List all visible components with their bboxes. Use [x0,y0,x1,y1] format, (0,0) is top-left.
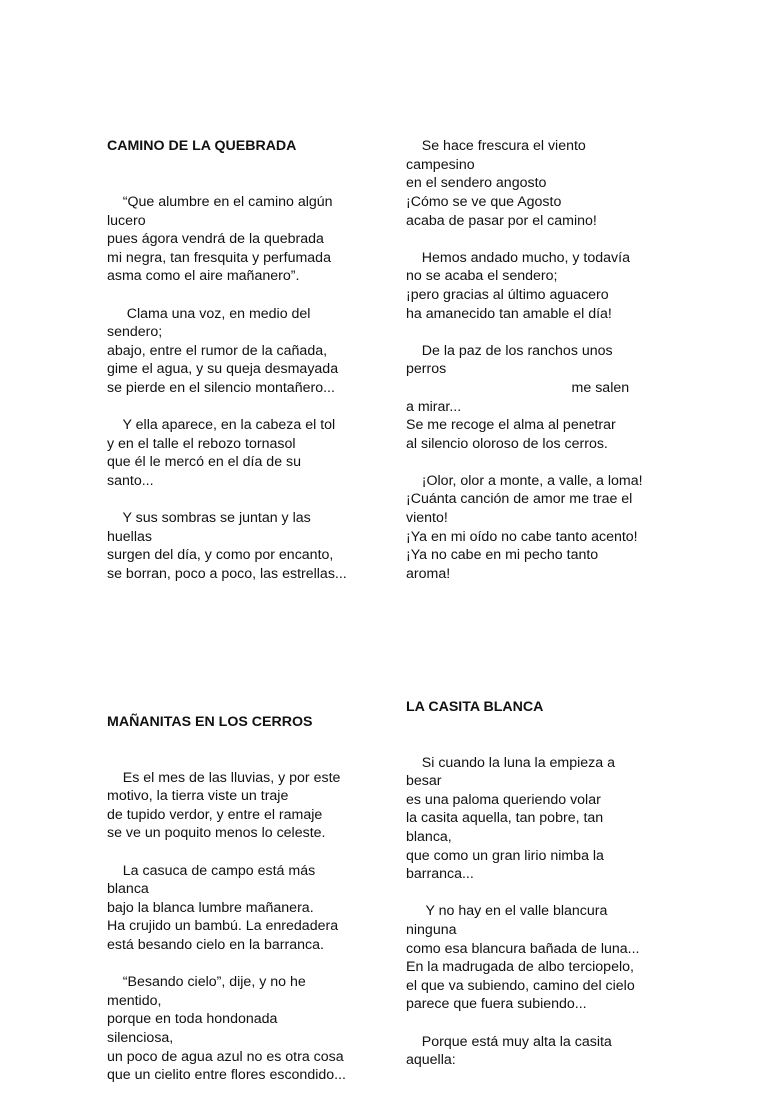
left-column [107,100,372,1103]
poem-line: el que va subiendo, camino del cielo [406,977,635,994]
poem-line: blanca [107,881,149,898]
poem-line: Se me recoge el alma al penetrar [406,417,616,434]
poem-line: que como un gran lirio nimba la [406,847,604,864]
poem-line: motivo, la tierra viste un traje [107,788,289,805]
poem-line: se pierde en el silencio montañero... [107,379,335,396]
poem-line: blanca, [406,828,452,845]
poem-body-mananitas-en-los-cerros [107,769,372,1085]
poem-line [107,398,372,417]
poem-line: ¡pero gracias al último aguacero [406,286,609,303]
poem-line: acaba de pasar por el camino! [406,212,597,229]
poem-line: se ve un poquito menos lo celeste. [107,825,326,842]
poem-line: abajo, entre el rumor de la cañada, [107,342,328,359]
poem-line: a mirar... [406,398,462,415]
poem-line: pues ágora vendrá de la quebrada [107,231,324,248]
poem-line: Y ella aparece, en la cabeza el tol [107,417,336,434]
poem-line: mi negra, tan fresquita y perfumada [107,249,331,266]
poem-line: que él le mercó en el día de su [107,454,302,471]
poem-line: Hemos andado mucho, y todavía [406,249,630,266]
poem-line: huellas [107,528,152,545]
poem-line: surgen del día, y como por encanto, [107,547,334,564]
poem-line: perros [406,361,447,378]
poem-line: parece que fuera subiendo... [406,996,587,1013]
poem-line: gime el agua, y su queja desmayada [107,361,339,378]
poem-line: está besando cielo en la barranca. [107,936,324,953]
poem-line [107,843,372,862]
poem-line: ninguna [406,921,457,938]
poem-body-la-casita-blanca [406,754,671,1070]
poem-line: ¡Ya en mi oído no cabe tanto acento! [406,528,638,545]
poem-line: Clama una voz, en medio del [107,305,311,322]
poem-line: bajo la blanca lumbre mañanera. [107,899,314,916]
poem-line [107,286,372,305]
poem-line: y en el talle el rebozo tornasol [107,435,296,452]
poem-line: silenciosa, [107,1029,174,1046]
poem-title-mananitas-en-los-cerros: MAÑANITAS EN LOS CERROS [107,713,313,730]
poem-title-camino-de-la-quebrada: CAMINO DE LA QUEBRADA [107,138,297,155]
poem-line: sendero; [107,324,163,341]
poem-line: Ha crujido un bambú. La enredadera [107,918,339,935]
poem-line: “Que alumbre en el camino algún [107,193,333,210]
poem-line: ¡Ya no cabe en mi pecho tanto [406,547,599,564]
poem-line: Es el mes de las lluvias, y por este [107,769,341,786]
poem-line: “Besando cielo”, dije, y no he [107,974,306,991]
poem-body-camino-de-la-quebrada [107,193,372,583]
poem-line: Y no hay en el valle blancura [406,903,608,920]
poem-line [107,490,372,509]
poem-line: que un cielito entre flores escondido... [107,1067,346,1084]
poem-line: no se acaba el sendero; [406,268,558,285]
poem-line: viento! [406,510,448,527]
poem-line: aroma! [406,565,451,582]
poem-body-mananitas-continued [406,137,671,583]
poem-line [406,884,671,903]
poem-line: porque en toda hondonada [107,1011,278,1028]
poem-line: En la madrugada de albo terciopelo, [406,959,634,976]
poem-line: aquella: [406,1052,456,1069]
poem-line: en el sendero angosto [406,175,547,192]
poem-line: lucero [107,212,146,229]
poem-line: es una paloma queriendo volar [406,791,601,808]
poem-line: ha amanecido tan amable el día! [406,305,612,322]
poem-line: ¡Cómo se ve que Agosto [406,193,562,210]
poem-line: se borran, poco a poco, las estrellas... [107,565,347,582]
poem-line: campesino [406,156,475,173]
poem-line: ¡Olor, olor a monte, a valle, a loma! [406,472,643,489]
poem-line: santo... [107,472,154,489]
poem-line [406,323,671,342]
poem-line: asma como el aire mañanero”. [107,268,300,285]
poem-line: Si cuando la luna la empieza a [406,754,616,771]
poem-line [406,453,671,472]
poem-line: ¡Cuánta canción de amor me trae el [406,491,633,508]
section-spacer [107,621,372,676]
poem-line: mentido, [107,992,162,1009]
poem-line: De la paz de los ranchos unos [406,342,613,359]
poem-line: besar [406,773,442,790]
poem-line: me salen [406,379,630,396]
poem-line: un poco de agua azul no es otra cosa [107,1048,344,1065]
poem-line [107,955,372,974]
poem-title-la-casita-blanca: LA CASITA BLANCA [406,698,544,715]
right-column [406,100,671,1088]
poem-line [406,1014,671,1033]
poem-line: Se hace frescura el viento [406,138,586,155]
poem-line: Porque está muy alta la casita [406,1033,612,1050]
poem-line: la casita aquella, tan pobre, tan [406,810,604,827]
poem-line: Y sus sombras se juntan y las [107,510,311,527]
poem-line: como esa blancura bañada de luna... [406,940,640,957]
poem-line [406,230,671,249]
poem-line: de tupido verdor, y entre el ramaje [107,806,323,823]
section-spacer [406,621,671,661]
poem-line: barranca... [406,866,474,883]
poem-line: al silencio oloroso de los cerros. [406,435,608,452]
poem-line: La casuca de campo está más [107,862,316,879]
